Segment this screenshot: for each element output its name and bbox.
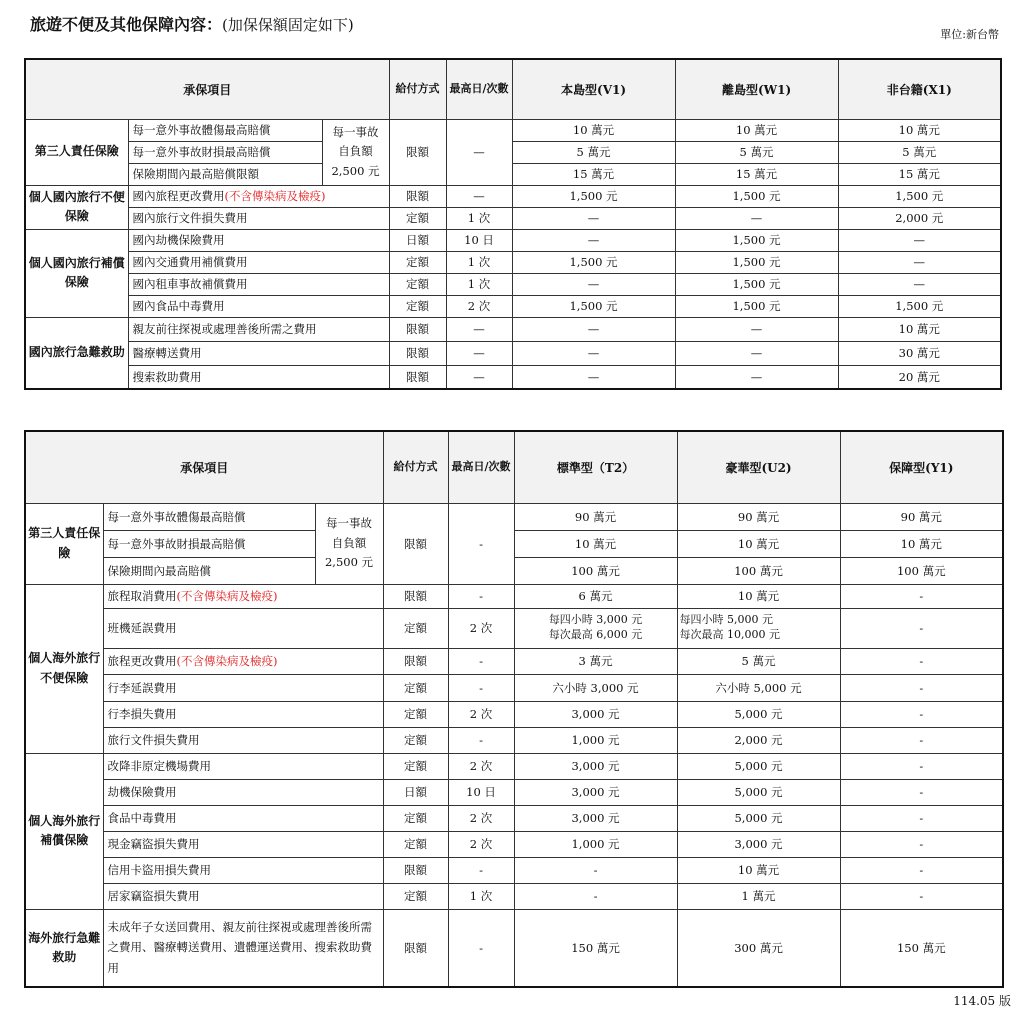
value-cell: — — [512, 207, 675, 229]
table-row — [25, 229, 1001, 251]
value-cell: 2,000 元 — [838, 207, 1001, 229]
coverage-item: 旅行文件損失費用 — [103, 727, 383, 753]
value-cell: 150 萬元 — [514, 909, 677, 987]
value-cell: 3,000 元 — [514, 753, 677, 779]
value-cell: 5 萬元 — [675, 141, 838, 163]
value-cell: 5 萬元 — [677, 648, 840, 674]
value-cell: 1,500 元 — [512, 295, 675, 317]
value-cell: - — [840, 608, 1003, 648]
value-cell: - — [840, 805, 1003, 831]
max-per: 10 日 — [448, 779, 514, 805]
value-cell: 5 萬元 — [512, 141, 675, 163]
value-cell: 10 萬元 — [677, 530, 840, 557]
pay-method: 日額 — [383, 779, 448, 805]
pay-method: 限額 — [389, 185, 446, 207]
value-cell: 1,500 元 — [838, 295, 1001, 317]
table-row — [25, 251, 1001, 273]
header-plan: 保障型(Y1) — [840, 431, 1003, 503]
max-per: — — [446, 317, 512, 341]
max-per: - — [448, 857, 514, 883]
pay-method: 定額 — [383, 831, 448, 857]
table-row — [25, 557, 1003, 584]
value-cell: 3,000 元 — [514, 805, 677, 831]
value-cell: 3,000 元 — [677, 831, 840, 857]
pay-method: 限額 — [383, 909, 448, 987]
pay-method: 定額 — [383, 727, 448, 753]
table-row — [25, 753, 1003, 779]
value-cell: 3 萬元 — [514, 648, 677, 674]
pay-method: 定額 — [389, 207, 446, 229]
pay-method: 定額 — [389, 273, 446, 295]
max-per: — — [446, 365, 512, 389]
value-cell: 1,500 元 — [512, 251, 675, 273]
coverage-item: 劫機保險費用 — [103, 779, 383, 805]
value-cell: 90 萬元 — [677, 503, 840, 530]
max-per: — — [446, 119, 512, 185]
value-cell: - — [840, 701, 1003, 727]
value-cell: — — [838, 251, 1001, 273]
header-max-per: 最高日/次數 — [446, 59, 512, 119]
coverage-item: 保險期間內最高賠償 — [103, 557, 315, 584]
coverage-item: 每一意外事故財損最高賠償 — [128, 141, 322, 163]
value-cell: - — [840, 727, 1003, 753]
value-cell: 1,500 元 — [838, 185, 1001, 207]
category-label: 個人海外旅行不便保險 — [25, 584, 103, 753]
max-per: 2 次 — [448, 831, 514, 857]
value-cell: - — [840, 648, 1003, 674]
value-cell: - — [840, 584, 1003, 608]
pay-method: 定額 — [383, 674, 448, 701]
value-cell: 100 萬元 — [514, 557, 677, 584]
table-row — [25, 317, 1001, 341]
coverage-item: 國內食品中毒費用 — [128, 295, 389, 317]
coverage-item: 信用卡盜用損失費用 — [103, 857, 383, 883]
coverage-item: 旅程取消費用(不含傳染病及檢疫) — [103, 584, 383, 608]
coverage-item: 醫療轉送費用 — [128, 341, 389, 365]
category-label: 第三人責任保險 — [25, 503, 103, 584]
table-row — [25, 163, 1001, 185]
coverage-item: 保險期間內最高賠償限額 — [128, 163, 322, 185]
value-cell: 1,500 元 — [675, 295, 838, 317]
header-plan: 非台籍(X1) — [838, 59, 1001, 119]
coverage-item: 親友前往探視或處理善後所需之費用 — [128, 317, 389, 341]
value-cell: 150 萬元 — [840, 909, 1003, 987]
value-cell: 15 萬元 — [675, 163, 838, 185]
coverage-item: 每一意外事故體傷最高賠償 — [103, 503, 315, 530]
value-cell: 六小時 5,000 元 — [677, 674, 840, 701]
table-row — [25, 273, 1001, 295]
category-label: 個人國內旅行不便保險 — [25, 185, 128, 229]
value-cell: - — [840, 779, 1003, 805]
value-cell: 1 萬元 — [677, 883, 840, 909]
value-cell: 300 萬元 — [677, 909, 840, 987]
coverage-item: 國內旅行文件損失費用 — [128, 207, 389, 229]
pay-method: 定額 — [383, 805, 448, 831]
value-cell: 每四小時 5,000 元 每次最高 10,000 元 — [677, 608, 840, 648]
pay-method: 限額 — [389, 365, 446, 389]
max-per: - — [448, 674, 514, 701]
unit-label: 單位:新台幣 — [940, 28, 999, 41]
value-cell: 20 萬元 — [838, 365, 1001, 389]
value-cell: - — [840, 674, 1003, 701]
header-pay-method: 給付方式 — [389, 59, 446, 119]
pay-method: 定額 — [383, 701, 448, 727]
pay-method: 限額 — [383, 648, 448, 674]
value-cell: - — [840, 753, 1003, 779]
coverage-item: 國內交通費用補償費用 — [128, 251, 389, 273]
value-cell: 3,000 元 — [514, 701, 677, 727]
value-cell: 10 萬元 — [677, 584, 840, 608]
coverage-item: 國內租車事故補償費用 — [128, 273, 389, 295]
deductible: 每一事故 自負額 2,500 元 — [315, 503, 383, 584]
value-cell: — — [512, 229, 675, 251]
coverage-table-overseas — [24, 430, 1004, 988]
table-row — [25, 779, 1003, 805]
value-cell: — — [512, 273, 675, 295]
category-label: 第三人責任保險 — [25, 119, 128, 185]
value-cell: 10 萬元 — [675, 119, 838, 141]
category-label: 個人海外旅行補償保險 — [25, 753, 103, 909]
value-cell: 1,500 元 — [675, 229, 838, 251]
value-cell: 15 萬元 — [512, 163, 675, 185]
value-cell: 90 萬元 — [514, 503, 677, 530]
value-cell: 5,000 元 — [677, 779, 840, 805]
value-cell: 5,000 元 — [677, 701, 840, 727]
value-cell: — — [838, 273, 1001, 295]
value-cell: — — [512, 317, 675, 341]
value-cell: 90 萬元 — [840, 503, 1003, 530]
coverage-item: 搜索救助費用 — [128, 365, 389, 389]
table-row — [25, 119, 1001, 141]
value-cell: — — [675, 365, 838, 389]
max-per: - — [448, 584, 514, 608]
category-label: 個人國內旅行補償保險 — [25, 229, 128, 317]
value-cell: 10 萬元 — [512, 119, 675, 141]
header-plan: 豪華型(U2) — [677, 431, 840, 503]
value-cell: — — [675, 341, 838, 365]
value-cell: - — [514, 883, 677, 909]
value-cell: 100 萬元 — [840, 557, 1003, 584]
value-cell: — — [838, 229, 1001, 251]
table-row — [25, 805, 1003, 831]
pay-method: 限額 — [383, 584, 448, 608]
value-cell: 1,000 元 — [514, 831, 677, 857]
table-row — [25, 341, 1001, 365]
coverage-item: 未成年子女送回費用、親友前往探視或處理善後所需之費用、醫療轉送費用、遺體運送費用、搜索救助費用 — [103, 909, 383, 987]
category-label: 海外旅行急難救助 — [25, 909, 103, 987]
pay-method: 日額 — [389, 229, 446, 251]
value-cell: 1,500 元 — [512, 185, 675, 207]
table-row — [25, 883, 1003, 909]
header-max-per: 最高日/次數 — [448, 431, 514, 503]
value-cell: 1,500 元 — [675, 185, 838, 207]
max-per: - — [448, 648, 514, 674]
max-per: 1 次 — [446, 207, 512, 229]
coverage-item: 食品中毒費用 — [103, 805, 383, 831]
max-per: 1 次 — [448, 883, 514, 909]
value-cell: 5,000 元 — [677, 805, 840, 831]
table-row — [25, 648, 1003, 674]
value-cell: 2,000 元 — [677, 727, 840, 753]
value-cell: — — [675, 207, 838, 229]
max-per: 10 日 — [446, 229, 512, 251]
pay-method: 限額 — [389, 341, 446, 365]
coverage-item: 國內劫機保險費用 — [128, 229, 389, 251]
pay-method: 限額 — [383, 503, 448, 584]
value-cell: 六小時 3,000 元 — [514, 674, 677, 701]
max-per: 1 次 — [446, 273, 512, 295]
table-row — [25, 727, 1003, 753]
table-row — [25, 503, 1003, 530]
value-cell: 30 萬元 — [838, 341, 1001, 365]
max-per: — — [446, 185, 512, 207]
value-cell: - — [840, 857, 1003, 883]
pay-method: 限額 — [383, 857, 448, 883]
max-per: - — [448, 727, 514, 753]
table-row — [25, 141, 1001, 163]
table-row — [25, 831, 1003, 857]
coverage-item: 行李延誤費用 — [103, 674, 383, 701]
value-cell: - — [840, 883, 1003, 909]
category-label: 國內旅行急難救助 — [25, 317, 128, 389]
table-row — [25, 185, 1001, 207]
value-cell: - — [514, 857, 677, 883]
max-per: 2 次 — [448, 805, 514, 831]
max-per: 2 次 — [448, 701, 514, 727]
value-cell: 15 萬元 — [838, 163, 1001, 185]
header-item: 承保項目 — [25, 431, 383, 503]
value-cell: 5,000 元 — [677, 753, 840, 779]
coverage-item: 旅程更改費用(不含傳染病及檢疫) — [103, 648, 383, 674]
header-plan: 標準型（T2） — [514, 431, 677, 503]
pay-method: 定額 — [389, 295, 446, 317]
coverage-item: 行李損失費用 — [103, 701, 383, 727]
value-cell: 5 萬元 — [838, 141, 1001, 163]
page-title: 旅遊不便及其他保障內容：(加保保額固定如下) — [30, 15, 354, 34]
pay-method: 定額 — [383, 608, 448, 648]
coverage-item: 國內旅程更改費用(不含傳染病及檢疫) — [128, 185, 389, 207]
table-row — [25, 584, 1003, 608]
header-item: 承保項目 — [25, 59, 389, 119]
value-cell: 3,000 元 — [514, 779, 677, 805]
header-plan: 離島型(W1) — [675, 59, 838, 119]
header-plan: 本島型(V1) — [512, 59, 675, 119]
coverage-item: 每一意外事故財損最高賠償 — [103, 530, 315, 557]
deductible: 每一事故 自負額 2,500 元 — [322, 119, 389, 185]
table-row — [25, 295, 1001, 317]
value-cell: 6 萬元 — [514, 584, 677, 608]
max-per: 2 次 — [448, 608, 514, 648]
max-per: — — [446, 341, 512, 365]
value-cell: 1,500 元 — [675, 273, 838, 295]
max-per: - — [448, 503, 514, 584]
table-row — [25, 909, 1003, 987]
pay-method: 限額 — [389, 317, 446, 341]
max-per: - — [448, 909, 514, 987]
coverage-item: 居家竊盜損失費用 — [103, 883, 383, 909]
value-cell: 1,500 元 — [675, 251, 838, 273]
pay-method: 限額 — [389, 119, 446, 185]
max-per: 2 次 — [446, 295, 512, 317]
coverage-item: 每一意外事故體傷最高賠償 — [128, 119, 322, 141]
max-per: 2 次 — [448, 753, 514, 779]
coverage-item: 改降非原定機場費用 — [103, 753, 383, 779]
max-per: 1 次 — [446, 251, 512, 273]
value-cell: 10 萬元 — [677, 857, 840, 883]
value-cell: — — [512, 341, 675, 365]
value-cell: 每四小時 3,000 元 每次最高 6,000 元 — [514, 608, 677, 648]
pay-method: 定額 — [389, 251, 446, 273]
table-row — [25, 207, 1001, 229]
table-row — [25, 857, 1003, 883]
value-cell: 10 萬元 — [514, 530, 677, 557]
value-cell: — — [675, 317, 838, 341]
header-pay-method: 給付方式 — [383, 431, 448, 503]
coverage-table-domestic — [24, 58, 1002, 390]
table-row — [25, 701, 1003, 727]
pay-method: 定額 — [383, 753, 448, 779]
version-label: 114.05 版 — [953, 994, 1011, 1008]
value-cell: - — [840, 831, 1003, 857]
value-cell: 10 萬元 — [838, 119, 1001, 141]
coverage-item: 現金竊盜損失費用 — [103, 831, 383, 857]
table-row — [25, 365, 1001, 389]
value-cell: — — [512, 365, 675, 389]
pay-method: 定額 — [383, 883, 448, 909]
value-cell: 100 萬元 — [677, 557, 840, 584]
table-row — [25, 674, 1003, 701]
value-cell: 10 萬元 — [840, 530, 1003, 557]
value-cell: 1,000 元 — [514, 727, 677, 753]
value-cell: 10 萬元 — [838, 317, 1001, 341]
table-row — [25, 608, 1003, 648]
table-row — [25, 530, 1003, 557]
coverage-item: 班機延誤費用 — [103, 608, 383, 648]
